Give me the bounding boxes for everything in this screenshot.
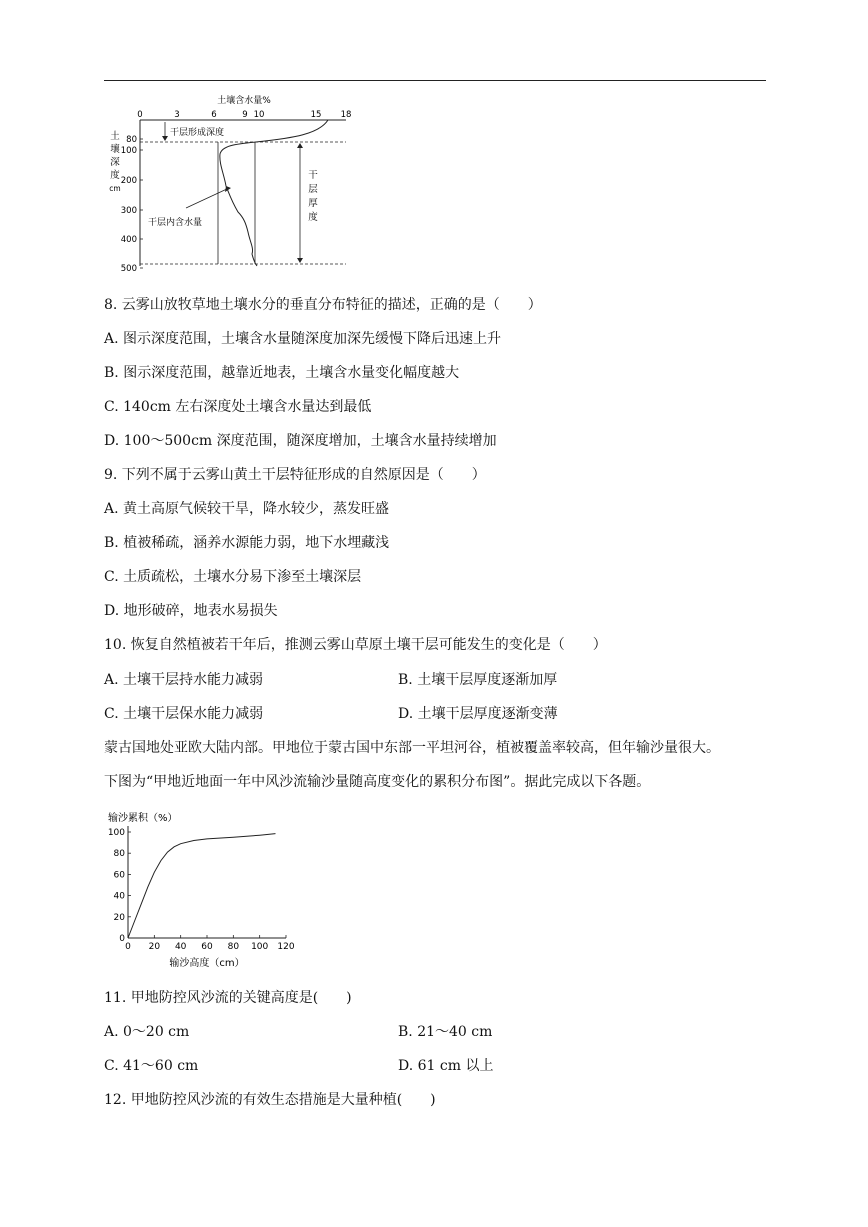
chart2-x-tick: 80 (227, 942, 240, 952)
chart1-x-tick: 15 (310, 110, 322, 120)
chart2-y-label: 输沙累积（%） (108, 813, 178, 824)
q11-option-a: A. 0～20 cm (104, 1024, 190, 1040)
q10-option-c: C. 土壤干层保水能力减弱 (104, 706, 264, 722)
chart1-y-tick: 100 (120, 146, 137, 156)
passage-line-2: 下图为“甲地近地面一年中风沙流输沙量随高度变化的累积分布图”。据此完成以下各题。 (104, 774, 651, 790)
q10-option-a: A. 土壤干层持水能力减弱 (104, 672, 264, 688)
q11-option-d: D. 61 cm 以上 (398, 1058, 494, 1074)
q9-option-a: A. 黄土高原气候较干旱，降水较少，蒸发旺盛 (104, 501, 390, 517)
q11-option-b: B. 21～40 cm (398, 1024, 493, 1040)
chart2-x-label: 输沙高度（cm） (169, 958, 245, 969)
chart1-x-tick: 6 (211, 110, 217, 120)
chart1-x-tick: 10 (253, 110, 265, 120)
chart1-y-label-char: 壤 (110, 144, 120, 155)
chart1-y-label-char: cm (109, 184, 121, 193)
q8-option-a: A. 图示深度范围，土壤含水量随深度加深先缓慢下降后迅速上升 (104, 331, 502, 347)
chart2-x-tick: 20 (148, 942, 161, 952)
q10-option-b: B. 土壤干层厚度逐渐加厚 (398, 672, 558, 688)
chart1-y-tick: 80 (126, 135, 137, 145)
chart1-title: 土壤含水量% (217, 96, 271, 106)
dry-thickness-char: 厚 (308, 198, 318, 209)
dry-thickness-char: 度 (308, 212, 318, 223)
chart2-x-tick: 120 (277, 942, 295, 952)
q8-option-c: C. 140cm 左右深度处土壤含水量达到最低 (104, 399, 372, 415)
sand-transport-chart (104, 810, 304, 972)
chart2-y-tick: 100 (107, 828, 125, 838)
q12-stem: 12. 甲地防控风沙流的有效生态措施是大量种植( ) (104, 1092, 436, 1108)
chart1-x-ticks (137, 110, 351, 120)
chart1-x-tick: 0 (137, 110, 143, 120)
chart1-y-tick: 500 (120, 264, 137, 272)
soil-moisture-chart (104, 92, 354, 272)
q11-stem: 11. 甲地防控风沙流的关键高度是( ) (104, 990, 352, 1006)
chart2-y-tick: 20 (113, 912, 125, 923)
q8-option-b: B. 图示深度范围，越靠近地表，土壤含水量变化幅度越大 (104, 365, 460, 381)
dry-thickness-char: 干 (308, 170, 318, 181)
chart2-x-tick: 100 (251, 942, 269, 952)
chart1-x-tick: 18 (340, 110, 352, 120)
chart1-y-label-char: 深 (110, 157, 120, 168)
chart1-y-tick: 200 (120, 176, 137, 186)
chart1-y-label-char: 度 (110, 170, 120, 181)
q8-stem: 8. 云雾山放牧草地土壤水分的垂直分布特征的描述，正确的是（ ） (104, 297, 542, 313)
chart1-y-label-char: 土 (110, 131, 120, 142)
q9-option-d: D. 地形破碎，地表水易损失 (104, 603, 278, 619)
chart2-x-tick: 0 (125, 942, 131, 952)
dry-thickness-char: 层 (308, 184, 318, 195)
chart1-y-label (109, 130, 120, 193)
passage-line-1: 蒙古国地处亚欧大陆内部。甲地位于蒙古国中东部一平坦河谷，植被覆盖率较高，但年输沙量很大。 (104, 740, 720, 756)
q10-stem: 10. 恢复自然植被若干年后，推测云雾山草原土壤干层可能发生的变化是（ ） (104, 637, 607, 653)
q10-option-d: D. 土壤干层厚度逐渐变薄 (398, 706, 558, 722)
q9-option-b: B. 植被稀疏，涵养水源能力弱，地下水埋藏浅 (104, 535, 390, 551)
q9-option-c: C. 土质疏松，土壤水分易下渗至土壤深层 (104, 569, 362, 585)
chart1-x-tick: 3 (174, 110, 180, 120)
dry-depth-label: 干层形成深度 (170, 128, 225, 138)
chart1-x-tick: 9 (242, 110, 248, 120)
chart2-y-tick: 60 (113, 870, 125, 881)
chart2-x-tick: 40 (174, 942, 187, 952)
chart1-y-tick: 300 (120, 206, 137, 216)
dry-thickness-label (308, 170, 318, 223)
chart2-x-tick: 60 (201, 942, 213, 952)
q8-option-d: D. 100～500cm 深度范围，随深度增加，土壤含水量持续增加 (104, 433, 497, 449)
chart2-y-tick: 0 (119, 934, 125, 944)
chart2-y-tick: 40 (113, 891, 125, 902)
chart1-y-tick: 400 (120, 235, 137, 245)
q11-option-c: C. 41～60 cm (104, 1058, 199, 1074)
q9-stem: 9. 下列不属于云雾山黄土干层特征形成的自然原因是（ ） (104, 467, 486, 483)
header-rule (104, 80, 766, 81)
dry-moisture-label: 干层内含水量 (148, 218, 203, 228)
cumulative-line (128, 834, 276, 938)
chart2-y-tick: 80 (113, 849, 125, 860)
